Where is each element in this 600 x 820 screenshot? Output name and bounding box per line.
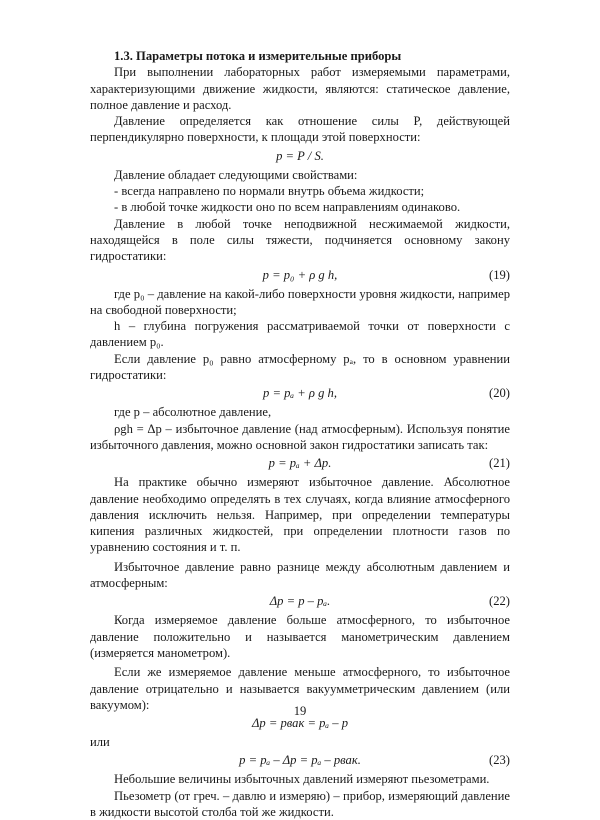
formula-21-text: p = pₐ + Δp.	[268, 456, 332, 471]
paragraph-difference: Избыточное давление равно разнице между абсолютным давлением и атмосферным:	[90, 559, 510, 591]
formula-vacuum-text: Δp = pвак = pₐ – p	[251, 716, 348, 731]
paragraph-practice: На практике обычно измеряют избыточное давление. Абсолютное давление необходимо определять в тех случаях, когда влияние атмосферного давления исключить нельзя. Например, при определении температуры кипения различных жидкостей, при определении плотности газов по уравнению состояния и т. п.	[90, 475, 510, 555]
section-heading: 1.3. Параметры потока и измерительные приборы	[114, 49, 402, 63]
formula-22	[90, 593, 510, 610]
formula-22-text: Δp = p – pₐ.	[269, 594, 331, 609]
paragraph-piezometer-definition: Пьезометр (от греч. – давлю и измеряю) – прибор, измеряющий давление в жидкости высотой столба той же жидкости.	[90, 788, 510, 819]
paragraph-vacuum: Если же измеряемое давление меньше атмосферного, то избыточное давление отрицательно и называется вакуумметрическим давлением (или вакуумом):	[90, 665, 510, 712]
paragraph-intro: При выполнении лабораторных работ измеряемыми параметрами, характеризующими движение жидкости, являются: статическое давление, полное давление и расход.	[90, 65, 510, 112]
paragraph-pressure-definition: Давление определяется как отношение силы P, действующей перпендикулярно поверхности, к площади этой поверхности:	[90, 114, 510, 145]
formula-20-number: (20)	[489, 386, 510, 401]
formula-19	[90, 267, 510, 284]
formula-19-number: (19)	[489, 267, 510, 282]
paragraph-p0-definition: где p₀ – давление на какой-либо поверхности уровня жидкости, например на свободной поверхности;	[90, 286, 510, 317]
paragraph-atmospheric: Если давление p₀ равно атмосферному pₐ, то в основном уравнении гидростатики:	[90, 351, 510, 383]
paragraph-manometric: Когда измеряемое давление больше атмосферного, то избыточное давление положительно и называется манометрическим давлением (измеряется манометром).	[90, 613, 510, 660]
formula-20-text: p = pₐ + ρ g h,	[263, 386, 337, 401]
formula-22-number: (22)	[489, 594, 510, 609]
list-item-normal: - всегда направлено по нормали внутрь объема жидкости;	[114, 184, 425, 199]
paragraph-piezometers: Небольшие величины избыточных давлений измеряют пьезометрами.	[114, 772, 490, 787]
formula-pressure	[90, 148, 510, 165]
formula-21	[90, 455, 510, 472]
formula-23-text: p = pₐ – Δp = pₐ – pвак.	[239, 753, 361, 768]
formula-21-number: (21)	[489, 456, 510, 471]
paragraph-absolute: где p – абсолютное давление,	[114, 405, 272, 420]
formula-19-text: p = p₀ + ρ g h,	[262, 267, 338, 282]
paragraph-hydrostatics-law: Давление в любой точке неподвижной несжимаемой жидкости, находящейся в поле силы тяжести, подчиняется основному закону гидростатики:	[90, 216, 510, 264]
formula-23-number: (23)	[489, 753, 510, 768]
formula-pressure-text: p = P / S.	[276, 148, 324, 163]
paragraph-properties: Давление обладает следующими свойствами:	[114, 167, 358, 182]
page-number: 19	[293, 703, 307, 718]
paragraph-excess: ρgh = Δp – избыточное давление (над атмосферным). Используя понятие избыточного давления, можно основной закон гидростатики записать так:	[90, 421, 510, 452]
formula-23	[90, 752, 510, 769]
formula-20	[90, 385, 510, 402]
list-item-isotropic: - в любой точке жидкости оно по всем направлениям одинаково.	[114, 200, 461, 215]
paragraph-h-definition: h – глубина погружения рассматриваемой точки от поверхности с давлением p₀.	[90, 319, 510, 350]
paragraph-or: или	[90, 735, 110, 750]
